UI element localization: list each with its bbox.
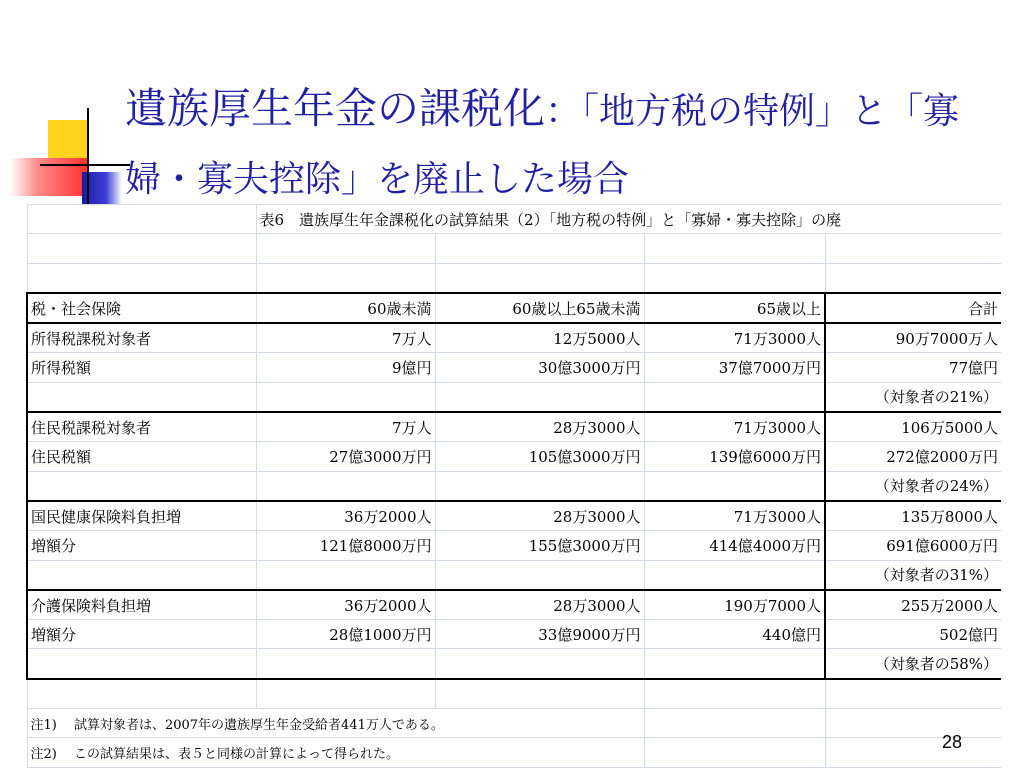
table-row <box>27 649 1001 679</box>
table-cell <box>435 471 644 501</box>
table-cell <box>644 738 825 767</box>
table-cell: 28億1000万円 <box>256 620 435 649</box>
caption-row <box>27 205 1001 234</box>
table-row <box>27 620 1001 649</box>
table-row <box>27 531 1001 560</box>
table-cell <box>27 263 256 293</box>
table-cell <box>825 234 1001 263</box>
table-cell <box>256 649 435 679</box>
result-table <box>26 204 1001 768</box>
table-row <box>27 412 1001 442</box>
column-header: 65歳以上 <box>644 293 825 323</box>
column-header: 60歳未満 <box>256 293 435 323</box>
row-label <box>27 649 256 679</box>
table-cell <box>644 382 825 412</box>
table-cell: 37億7000万円 <box>644 353 825 382</box>
table-cell: 414億4000万円 <box>644 531 825 560</box>
table-row <box>27 471 1001 501</box>
note-row <box>27 738 1001 767</box>
table-row <box>27 590 1001 620</box>
slide-title-sub: ：「地方税の特例」と「寡婦・寡夫控除」を廃止した場合 <box>125 91 960 200</box>
table-cell: （対象者の24%） <box>825 471 1001 501</box>
table-cell: 691億6000万円 <box>825 531 1001 560</box>
row-label: 増額分 <box>27 531 256 560</box>
table-cell: 155億3000万円 <box>435 531 644 560</box>
table-cell <box>435 560 644 590</box>
decor-horizontal-line <box>40 164 130 166</box>
table-cell: 502億円 <box>825 620 1001 649</box>
table-cell <box>825 263 1001 293</box>
table-cell <box>27 205 256 234</box>
table-cell: （対象者の21%） <box>825 382 1001 412</box>
table-cell <box>435 234 644 263</box>
table-note: 注1) 試算対象者は、2007年の遺族厚生年金受給者441万人である。 <box>27 709 644 738</box>
table-cell <box>435 649 644 679</box>
empty-row <box>27 263 1001 293</box>
table-cell: 36万2000人 <box>256 590 435 620</box>
table-row <box>27 560 1001 590</box>
table-cell <box>644 263 825 293</box>
table-cell <box>27 234 256 263</box>
table-row <box>27 382 1001 412</box>
table-cell: 7万人 <box>256 412 435 442</box>
table-cell <box>435 679 644 709</box>
table-cell <box>644 649 825 679</box>
table-cell <box>256 234 435 263</box>
row-label: 国民健康保険料負担増 <box>27 501 256 531</box>
table-cell: 36万2000人 <box>256 501 435 531</box>
empty-row <box>27 679 1001 709</box>
table-cell <box>435 382 644 412</box>
table-cell: 121億8000万円 <box>256 531 435 560</box>
row-label: 所得税額 <box>27 353 256 382</box>
table-cell <box>825 738 1001 767</box>
table-cell <box>644 234 825 263</box>
table-cell <box>256 560 435 590</box>
slide-title-main: 遺族厚生年金の課税化 <box>125 84 546 133</box>
table-cell: 77億円 <box>825 353 1001 382</box>
table-note: 注2) この試算結果は、表５と同様の計算によって得られた。 <box>27 738 644 767</box>
column-header: 合計 <box>825 293 1001 323</box>
table-cell <box>256 382 435 412</box>
table-row <box>27 442 1001 471</box>
table-cell: 440億円 <box>644 620 825 649</box>
table-cell: 28万3000人 <box>435 412 644 442</box>
table-cell: 71万3000人 <box>644 501 825 531</box>
table-caption: 表6 遺族厚生年金課税化の試算結果（2）「地方税の特例」と「寡婦・寡夫控除」の廃 <box>256 205 1001 234</box>
table-cell: （対象者の58%） <box>825 649 1001 679</box>
table-row <box>27 323 1001 353</box>
table-cell: 28万3000人 <box>435 501 644 531</box>
table-cell: 9億円 <box>256 353 435 382</box>
column-header: 60歳以上65歳未満 <box>435 293 644 323</box>
table-cell <box>644 471 825 501</box>
table-cell <box>644 709 825 738</box>
row-label <box>27 471 256 501</box>
page-number: 28 <box>941 732 962 752</box>
table-row <box>27 501 1001 531</box>
row-label <box>27 382 256 412</box>
table-cell <box>644 560 825 590</box>
table-cell: 33億9000万円 <box>435 620 644 649</box>
table-cell <box>256 471 435 501</box>
table-cell: 12万5000人 <box>435 323 644 353</box>
note-row <box>27 709 1001 738</box>
table-cell: 105億3000万円 <box>435 442 644 471</box>
table-cell: 272億2000万円 <box>825 442 1001 471</box>
row-label: 介護保険料負担増 <box>27 590 256 620</box>
table-cell: 106万5000人 <box>825 412 1001 442</box>
table-cell: 27億3000万円 <box>256 442 435 471</box>
row-label: 所得税課税対象者 <box>27 323 256 353</box>
table-cell: 135万8000人 <box>825 501 1001 531</box>
row-label: 住民税額 <box>27 442 256 471</box>
table-cell <box>644 679 825 709</box>
table-cell: 71万3000人 <box>644 323 825 353</box>
row-label: 住民税課税対象者 <box>27 412 256 442</box>
table-cell <box>256 263 435 293</box>
table-cell: 90万7000万人 <box>825 323 1001 353</box>
table-cell: 71万3000人 <box>644 412 825 442</box>
row-label: 増額分 <box>27 620 256 649</box>
table-cell: 30億3000万円 <box>435 353 644 382</box>
empty-row <box>27 234 1001 263</box>
table-cell: 255万2000人 <box>825 590 1001 620</box>
table-cell <box>256 679 435 709</box>
table-cell <box>825 679 1001 709</box>
table-cell <box>825 709 1001 738</box>
table-cell: （対象者の31%） <box>825 560 1001 590</box>
table-cell <box>27 679 256 709</box>
table-cell: 139億6000万円 <box>644 442 825 471</box>
table-cell: 7万人 <box>256 323 435 353</box>
spreadsheet-table <box>26 204 1001 768</box>
table-cell: 190万7000人 <box>644 590 825 620</box>
header-row <box>27 293 1001 323</box>
slide-title <box>125 78 1005 217</box>
column-header: 税・社会保険 <box>27 293 256 323</box>
table-cell: 28万3000人 <box>435 590 644 620</box>
table-row <box>27 353 1001 382</box>
row-label <box>27 560 256 590</box>
table-cell <box>435 263 644 293</box>
